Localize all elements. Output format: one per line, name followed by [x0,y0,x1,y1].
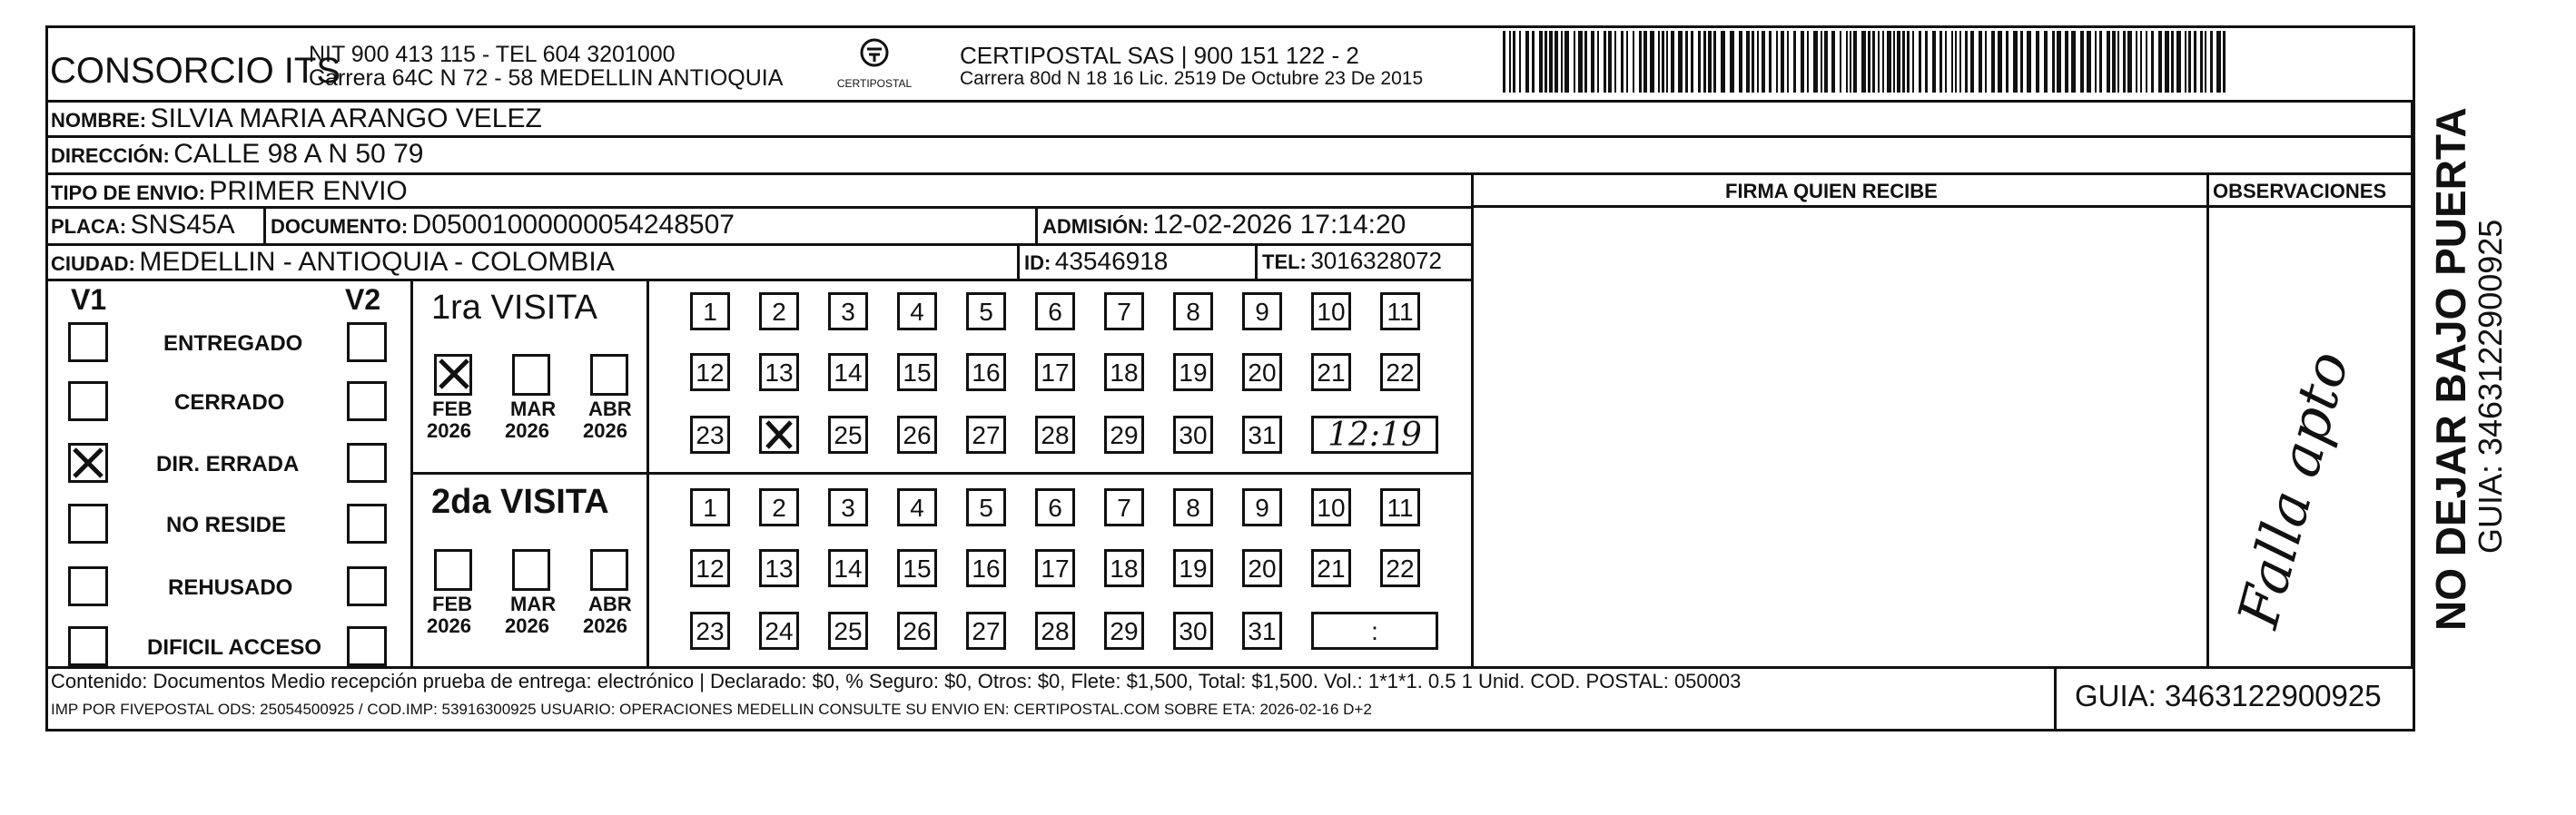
divider [2054,666,2057,732]
first-visit-day-15[interactable]: 15 [897,353,937,391]
divider [1471,172,1474,667]
second-visit-year-label: 2026 [427,614,471,637]
ciudad-value: MEDELLIN - ANTIOQUIA - COLOMBIA [139,247,615,277]
divider [2206,172,2209,667]
second-visit-day-27[interactable]: 27 [966,612,1006,650]
first-visit-day-20[interactable]: 20 [1242,353,1282,391]
ciudad-label: CIUDAD: [51,252,135,275]
second-visit-day-30[interactable]: 30 [1173,612,1213,650]
first-visit-day-31[interactable]: 31 [1242,416,1282,454]
second-visit-month-abr[interactable] [590,549,628,591]
second-visit-day-29[interactable]: 29 [1104,612,1144,650]
second-visit-day-9[interactable]: 9 [1242,488,1282,526]
tel-label: TEL: [1262,250,1307,273]
second-visit-title: 2da VISITA [431,483,609,521]
second-visit-day-10[interactable]: 10 [1311,488,1351,526]
logo-text: CERTIPOSTAL [836,77,913,90]
first-visit-year-label: 2026 [427,419,471,442]
first-visit-day-9[interactable]: 9 [1242,292,1282,330]
first-visit-day-1[interactable]: 1 [690,292,730,330]
id-label: ID: [1024,251,1051,274]
first-visit-day-30[interactable]: 30 [1173,416,1213,454]
first-visit-day-3[interactable]: 3 [828,292,868,330]
second-visit-year-label: 2026 [505,614,549,637]
certipostal-line2: Carrera 80d N 18 16 Lic. 2519 De Octubre 23 De 2015 [960,68,1424,89]
id-value: 43546918 [1054,247,1169,275]
observation-handwriting: Falla apto [2225,344,2363,634]
company-nit: NIT 900 413 115 - TEL 604 3201000 [309,42,676,67]
first-visit-day-4[interactable]: 4 [897,292,937,330]
v1-checkbox-3[interactable] [68,443,108,483]
direccion-value: CALLE 98 A N 50 79 [173,139,424,169]
first-visit-day-11[interactable]: 11 [1380,292,1420,330]
second-visit-month-mar[interactable] [512,549,550,591]
first-visit-day-16[interactable]: 16 [966,353,1006,391]
v2-label: V2 [345,283,381,316]
divider [45,172,2415,175]
v2-checkbox-5[interactable] [347,566,387,606]
second-visit-day-28[interactable]: 28 [1035,612,1075,650]
v1-checkbox-4[interactable] [68,504,108,544]
contenido-line: Contenido: Documentos Medio recepción prueba de entrega: electrónico | Declarado: $0, % Seguro: $0, Otros: $0, Flete: $1,500, Total: $1,500. Vol.: 1*1*1. 0.5 1 Unid. COD. POSTAL: 050003 [51,670,1742,692]
second-visit-day-20[interactable]: 20 [1242,549,1282,587]
status-option-label: REHUSADO [168,575,293,600]
second-visit-day-18[interactable]: 18 [1104,549,1144,587]
divider [45,279,1471,281]
direccion-row [51,139,423,170]
direccion-label: DIRECCIÓN: [51,144,170,167]
v2-checkbox-2[interactable] [347,381,387,421]
second-visit-month-label: MAR [510,593,557,615]
second-visit-day-8[interactable]: 8 [1173,488,1213,526]
first-visit-day-6[interactable]: 6 [1035,292,1075,330]
divider [263,206,266,243]
divider [45,100,2415,103]
company-address: Carrera 64C N 72 - 58 MEDELLIN ANTIOQUIA [309,65,784,91]
first-visit-month-label: ABR [588,398,632,420]
first-visit-day-28[interactable]: 28 [1035,416,1075,454]
footer-guia: GUIA: 3463122900925 [2075,679,2382,712]
divider [45,666,2415,669]
first-visit-day-27[interactable]: 27 [966,416,1006,454]
firma-header: FIRMA QUIEN RECIBE [1725,180,1938,202]
certipostal-line1: CERTIPOSTAL SAS | 900 151 122 - 2 [960,42,1359,69]
status-option-label: DIFICIL ACCESO [147,635,322,660]
second-visit-day-26[interactable]: 26 [897,612,937,650]
side-guia-text: GUIA: 3463122900925 [2472,219,2509,554]
second-visit-day-19[interactable]: 19 [1173,549,1213,587]
first-visit-day-17[interactable]: 17 [1035,353,1075,391]
tel-cell [1262,247,1442,275]
status-option-label: NO RESIDE [166,513,287,537]
placa-row [51,210,235,241]
placa-label: PLACA: [51,215,127,238]
x-mark-icon [71,446,105,480]
first-visit-day-29[interactable]: 29 [1104,416,1144,454]
first-visit-month-label: FEB [432,398,472,420]
first-visit-day-12[interactable]: 12 [690,353,730,391]
second-visit-day-6[interactable]: 6 [1035,488,1075,526]
second-visit-day-5[interactable]: 5 [966,488,1006,526]
first-visit-day-7[interactable]: 7 [1104,292,1144,330]
x-mark-icon [437,357,471,391]
logo-icon [847,36,902,78]
tipo-value: PRIMER ENVIO [209,176,408,206]
first-visit-month-feb[interactable] [434,354,472,396]
second-visit-day-3[interactable]: 3 [828,488,868,526]
first-visit-day-5[interactable]: 5 [966,292,1006,330]
nombre-label: NOMBRE: [51,109,147,132]
ciudad-row [51,247,615,278]
divider [45,206,1471,209]
v2-checkbox-1[interactable] [347,322,387,362]
tipo-row [51,176,408,207]
first-visit-day-22[interactable]: 22 [1380,353,1420,391]
first-visit-month-label: MAR [510,398,557,420]
nombre-value: SILVIA MARIA ARANGO VELEZ [150,103,542,133]
v2-checkbox-3[interactable] [347,443,387,483]
v2-checkbox-4[interactable] [347,504,387,544]
second-visit-day-1[interactable]: 1 [690,488,730,526]
first-visit-day-18[interactable]: 18 [1104,353,1144,391]
first-visit-month-mar[interactable] [512,354,550,396]
documento-label: DOCUMENTO: [271,215,409,238]
admision-value: 12-02-2026 17:14:20 [1152,210,1406,240]
first-visit-day-23[interactable]: 23 [690,416,730,454]
x-mark-icon [762,418,796,451]
second-visit-day-12[interactable]: 12 [690,549,730,587]
first-visit-day-25[interactable]: 25 [828,416,868,454]
first-visit-day-26[interactable]: 26 [897,416,937,454]
divider [1017,243,1020,279]
status-option-label: DIR. ERRADA [156,452,300,476]
second-visit-day-17[interactable]: 17 [1035,549,1075,587]
divider [45,135,2415,138]
v1-checkbox-2[interactable] [68,381,108,421]
first-visit-day-24[interactable] [759,416,799,454]
first-visit-year-label: 2026 [505,419,549,442]
certipostal-logo [834,36,915,100]
divider [1035,206,1038,243]
v1-label: V1 [71,283,107,316]
second-visit-time[interactable]: : [1311,612,1438,650]
observaciones-header: OBSERVACIONES [2213,180,2387,202]
second-visit-day-24[interactable]: 24 [759,612,799,650]
second-visit-day-21[interactable]: 21 [1311,549,1351,587]
documento-value: D05001000000054248507 [411,210,735,240]
divider [2411,100,2413,667]
no-dejar-text: NO DEJAR BAJO PUERTA [2427,107,2474,631]
status-option-label: ENTREGADO [163,331,303,356]
first-visit-day-21[interactable]: 21 [1311,353,1351,391]
second-visit-month-feb[interactable] [434,549,472,591]
divider [1255,243,1258,279]
second-visit-day-23[interactable]: 23 [690,612,730,650]
second-visit-day-4[interactable]: 4 [897,488,937,526]
first-visit-day-8[interactable]: 8 [1173,292,1213,330]
documento-cell [271,210,735,241]
first-visit-day-19[interactable]: 19 [1173,353,1213,391]
second-visit-day-31[interactable]: 31 [1242,612,1282,650]
v2-checkbox-6[interactable] [347,626,387,666]
second-visit-day-22[interactable]: 22 [1380,549,1420,587]
second-visit-day-14[interactable]: 14 [828,549,868,587]
divider [410,472,1471,475]
second-visit-day-2[interactable]: 2 [759,488,799,526]
nombre-row [51,103,542,134]
second-visit-day-16[interactable]: 16 [966,549,1006,587]
tel-value: 3016328072 [1310,247,1442,274]
tipo-label: TIPO DE ENVIO: [51,182,205,204]
barcode-icon [1503,31,2229,93]
first-visit-day-2[interactable]: 2 [759,292,799,330]
second-visit-day-7[interactable]: 7 [1104,488,1144,526]
admision-cell [1042,210,1406,241]
divider [1471,205,2415,208]
barcode [1503,31,2229,93]
second-visit-month-label: FEB [432,593,472,615]
imp-line: IMP POR FIVEPOSTAL ODS: 25054500925 / COD.IMP: 53916300925 USUARIO: OPERACIONES MEDELLIN CONSULTE SU ENVIO EN: CERTIPOSTAL.COM SOBRE ETA: 2026-02-16 D+2 [51,701,1372,718]
first-visit-month-abr[interactable] [590,354,628,396]
second-visit-day-13[interactable]: 13 [759,549,799,587]
second-visit-day-25[interactable]: 25 [828,612,868,650]
second-visit-year-label: 2026 [583,614,627,637]
first-visit-time[interactable]: 12:19 [1311,416,1438,454]
admision-label: ADMISIÓN: [1042,215,1150,238]
first-visit-day-13[interactable]: 13 [759,353,799,391]
second-visit-day-15[interactable]: 15 [897,549,937,587]
v1-checkbox-5[interactable] [68,566,108,606]
placa-value: SNS45A [130,210,235,240]
second-visit-month-label: ABR [588,593,632,615]
first-visit-year-label: 2026 [583,419,627,442]
first-visit-day-14[interactable]: 14 [828,353,868,391]
company-name: CONSORCIO ITS [50,51,341,91]
first-visit-day-10[interactable]: 10 [1311,292,1351,330]
first-visit-title: 1ra VISITA [431,289,598,327]
v1-checkbox-6[interactable] [68,626,108,666]
status-option-label: CERRADO [174,390,285,415]
v1-checkbox-1[interactable] [68,322,108,362]
second-visit-day-11[interactable]: 11 [1380,488,1420,526]
id-cell [1024,247,1168,276]
